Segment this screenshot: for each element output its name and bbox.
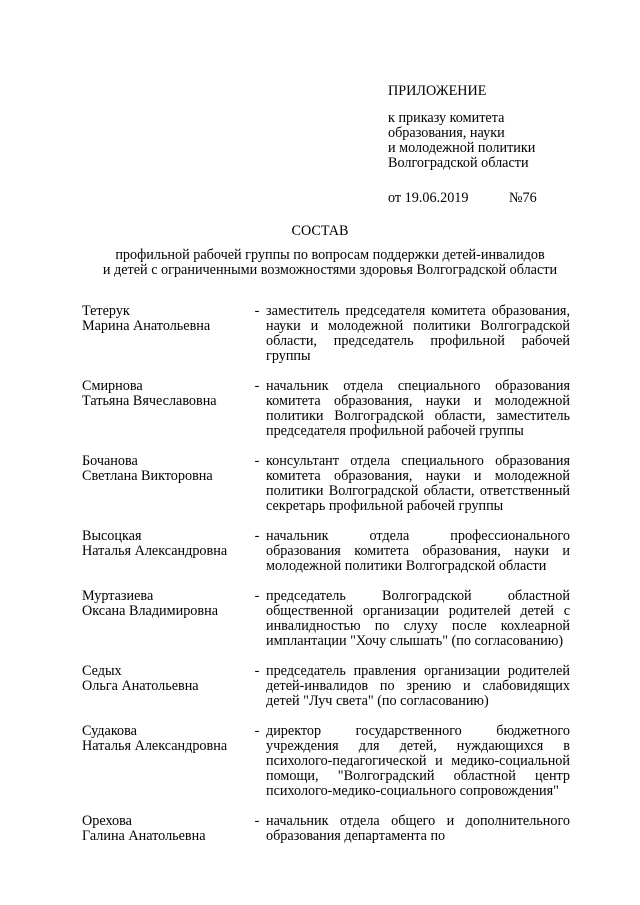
appendix-line: Волгоградской области — [388, 155, 529, 171]
member-name — [82, 589, 248, 619]
member-given-name: Наталья Александровна — [82, 543, 228, 559]
member-given-name: Наталья Александровна — [82, 738, 228, 754]
member-given-name: Ольга Анатольевна — [82, 678, 199, 694]
document-subtitle — [60, 248, 600, 278]
order-date: от 19.06.2019 — [388, 190, 469, 206]
member-role: консультант отдела специального образования комитета образования, науки и молодежной политики Волгоградской области, ответственный секретарь профильной рабочей группы — [266, 453, 570, 514]
member-role: председатель Волгоградской областной общественной организации родителей детей с инвалидностью по слуху после кохлеарной имплантации "Хочу слышать" (по согласованию) — [266, 588, 570, 649]
appendix-block — [388, 84, 588, 206]
member-role: директор государственного бюджетного учреждения для детей, нуждающихся в психолого-педагогической и медико-социальной помощи, "Волгоградский областной центр психолого-медико-социального сопровождения" — [266, 723, 570, 799]
member-name — [82, 664, 248, 694]
member-dash: - — [254, 663, 260, 679]
member-dash: - — [254, 378, 260, 394]
member-dash: - — [254, 723, 260, 739]
member-role: начальник отдела общего и дополнительного образования департамента по — [266, 813, 570, 844]
member-surname: Судакова — [82, 723, 137, 739]
member-name — [82, 379, 248, 409]
member-dash: - — [254, 303, 260, 319]
member-row — [82, 379, 570, 439]
member-surname: Муртазиева — [82, 588, 154, 604]
member-name — [82, 724, 248, 754]
appendix-title: ПРИЛОЖЕНИЕ — [388, 83, 487, 99]
member-list — [82, 304, 570, 859]
member-row — [82, 454, 570, 514]
member-surname: Смирнова — [82, 378, 143, 394]
order-number: №76 — [509, 190, 537, 206]
subtitle-line: и детей с ограниченными возможностями здоровья Волгоградской области — [102, 262, 558, 278]
member-surname: Бочанова — [82, 453, 138, 469]
member-surname: Седых — [82, 663, 122, 679]
member-dash: - — [254, 528, 260, 544]
member-role: председатель правления организации родителей детей-инвалидов по зрению и слабовидящих детей "Луч света" (по согласованию) — [266, 663, 570, 709]
member-given-name: Галина Анатольевна — [82, 828, 206, 844]
appendix-line: к приказу комитета — [388, 110, 505, 126]
member-dash: - — [254, 813, 260, 829]
member-row — [82, 664, 570, 709]
member-name — [82, 814, 248, 844]
member-name — [82, 304, 248, 334]
member-surname: Тетерук — [82, 303, 130, 319]
member-row — [82, 724, 570, 799]
member-given-name: Татьяна Вячеславовна — [82, 393, 217, 409]
member-row — [82, 814, 570, 844]
member-row — [82, 529, 570, 574]
member-dash: - — [254, 588, 260, 604]
member-name — [82, 529, 248, 559]
appendix-line: образования, науки — [388, 125, 505, 141]
member-role: заместитель председателя комитета образования, науки и молодежной политики Волгоградской области, председатель профильной рабочей группы — [266, 303, 570, 364]
member-role: начальник отдела профессионального образования комитета образования, науки и молодежной политики Волгоградской области — [266, 528, 570, 574]
member-surname: Орехова — [82, 813, 132, 829]
member-given-name: Марина Анатольевна — [82, 318, 211, 334]
member-dash: - — [254, 453, 260, 469]
member-given-name: Оксана Владимировна — [82, 603, 218, 619]
member-role: начальник отдела специального образования комитета образования, науки и молодежной политики Волгоградской области, заместитель председателя профильной рабочей группы — [266, 378, 570, 439]
member-row — [82, 589, 570, 649]
member-given-name: Светлана Викторовна — [82, 468, 213, 484]
subtitle-line: профильной рабочей группы по вопросам поддержки детей-инвалидов — [115, 247, 545, 263]
member-name — [82, 454, 248, 484]
appendix-line: и молодежной политики — [388, 140, 536, 156]
order-line — [388, 191, 588, 206]
document-heading: СОСТАВ — [291, 223, 349, 239]
member-row — [82, 304, 570, 364]
member-surname: Высоцкая — [82, 528, 142, 544]
